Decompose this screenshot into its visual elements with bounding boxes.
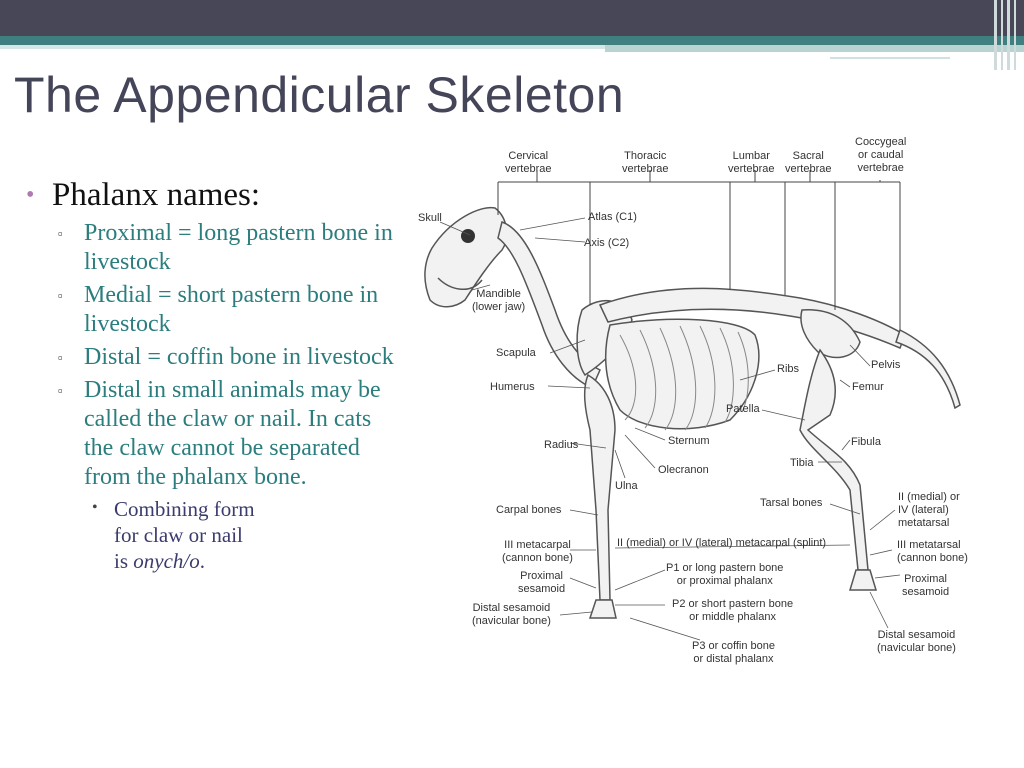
label-ulna: Ulna — [615, 480, 638, 492]
slide-title: The Appendicular Skeleton — [14, 67, 625, 123]
combining-form-term: onych/o — [133, 549, 200, 573]
label-metatarsal-splint: II (medial) or IV (lateral) metatarsal — [898, 491, 960, 529]
corner-stripes — [990, 0, 1024, 70]
header-bar — [0, 0, 1024, 36]
header-pale-band — [605, 45, 1024, 52]
bullet-phalanx-names — [26, 176, 406, 214]
label-atlas: Atlas (C1) — [588, 211, 637, 223]
label-carpal-bones: Carpal bones — [496, 504, 562, 516]
combining-form-prefix: is — [114, 549, 134, 573]
combining-form-line-2: for claw or nail — [114, 523, 243, 547]
square-bullet-icon: ▫ — [58, 350, 63, 365]
third-level-item — [84, 496, 406, 574]
horse-skeleton-figure — [410, 130, 1010, 670]
third-level-list — [84, 496, 406, 574]
label-proximal-sesamoid-fore: Proximal sesamoid — [518, 570, 566, 595]
label-ribs: Ribs — [777, 363, 800, 375]
label-p1: P1 or long pastern bone or proximal phalanx — [666, 562, 784, 587]
header-thin-line — [830, 57, 950, 59]
small-bullet-icon: • — [92, 499, 98, 516]
label-coccygeal: Coccygeal or caudal vertebrae — [855, 136, 907, 174]
header-accent-band — [0, 36, 1024, 45]
label-humerus: Humerus — [490, 381, 535, 393]
sub-bullet-item — [26, 281, 406, 339]
label-cervical: Cervical vertebrae — [505, 150, 552, 175]
sub-bullet-item — [26, 376, 406, 574]
sub-bullet-text: Distal in small animals may be called the claw or nail. In cats the claw cannot be separated from the phalanx bone. — [84, 377, 381, 490]
label-p3: P3 or coffin bone or distal phalanx — [692, 640, 775, 665]
square-bullet-icon: ▫ — [58, 288, 63, 303]
label-olecranon: Olecranon — [658, 464, 709, 476]
label-lumbar: Lumbar vertebrae — [728, 150, 775, 175]
label-tibia: Tibia — [790, 457, 814, 469]
label-iii-metacarpal: III metacarpal (cannon bone) — [502, 539, 573, 564]
label-radius: Radius — [544, 439, 579, 451]
header-light-band — [0, 45, 605, 49]
sub-bullet-item — [26, 343, 406, 372]
label-distal-sesamoid-hind: Distal sesamoid (navicular bone) — [877, 629, 956, 654]
combining-form-line-1: Combining form — [114, 497, 255, 521]
combining-form-suffix: . — [199, 549, 205, 573]
eye-socket-mark — [461, 229, 475, 243]
sub-bullet-text: Medial = short pastern bone in livestock — [84, 282, 379, 337]
square-bullet-icon: ▫ — [58, 226, 63, 241]
bullet-text: Phalanx names: — [52, 177, 261, 213]
label-thoracic: Thoracic vertebrae — [622, 150, 669, 175]
square-bullet-icon: ▫ — [58, 383, 63, 398]
bullet-dot-icon: • — [26, 182, 35, 208]
label-fibula: Fibula — [851, 436, 881, 448]
sub-bullet-text: Proximal = long pastern bone in livestock — [84, 220, 393, 275]
label-sternum: Sternum — [668, 435, 710, 447]
label-distal-sesamoid-fore: Distal sesamoid (navicular bone) — [472, 602, 551, 627]
label-mandible: Mandible (lower jaw) — [472, 288, 526, 313]
label-tarsal-bones: Tarsal bones — [760, 497, 823, 509]
sub-bullet-text: Distal = coffin bone in livestock — [84, 344, 394, 370]
label-patella: Patella — [726, 403, 760, 415]
sub-bullet-item — [26, 219, 406, 277]
label-metacarpal-splint: II (medial) or IV (lateral) metacarpal (splint) — [617, 537, 827, 549]
label-proximal-sesamoid-hind: Proximal sesamoid — [902, 573, 950, 598]
label-femur: Femur — [852, 381, 884, 393]
label-p2: P2 or short pastern bone or middle phalanx — [672, 598, 794, 623]
label-pelvis: Pelvis — [871, 359, 901, 371]
label-scapula: Scapula — [496, 347, 536, 359]
label-sacral: Sacral vertebrae — [785, 150, 832, 175]
label-axis: Axis (C2) — [584, 237, 630, 249]
combining-form-line-3 — [114, 548, 406, 574]
sub-bullet-list — [26, 219, 406, 574]
bullet-content — [26, 176, 406, 578]
label-skull: Skull — [418, 212, 442, 224]
label-iii-metatarsal: III metatarsal (cannon bone) — [897, 539, 968, 564]
